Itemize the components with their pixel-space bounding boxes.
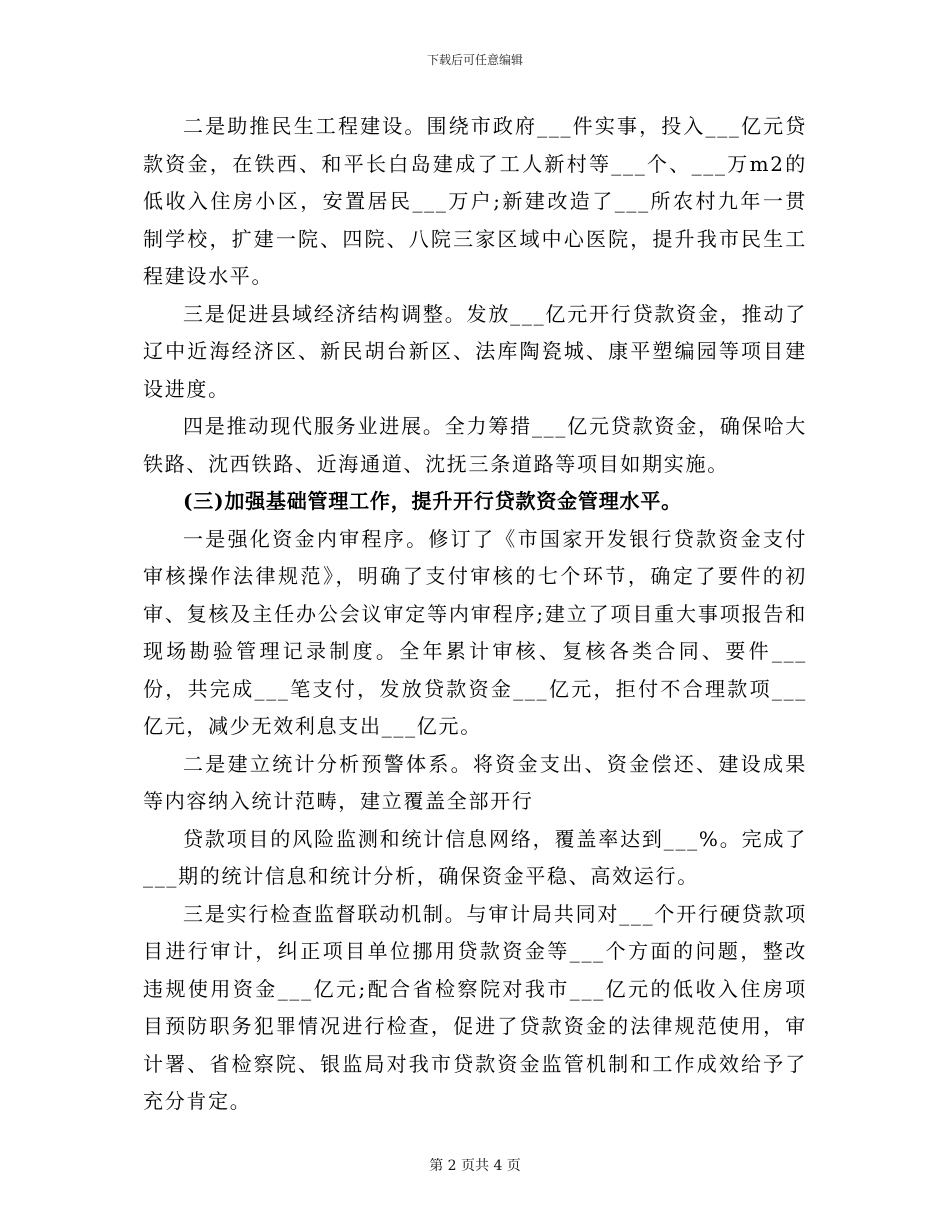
page-header: 下载后可任意编辑 (426, 53, 523, 67)
paragraph-risk-monitoring: 贷款项目的风险监测和统计信息网络，覆盖率达到___%。完成了___期的统计信息和统计分析，确保资金平稳、高效运行。 (143, 826, 807, 888)
section-heading: (三)加强基础管理工作，提升开行贷款资金管理水平。 (183, 489, 682, 513)
document-body (143, 108, 807, 1121)
paragraph-livelihood-projects: 二是助推民生工程建设。围绕市政府___件实事，投入___亿元贷款资金，在铁西、和平长白岛建成了工人新村等___个、___万m2的低收入住房小区，安置居民___万户;新建改造了___所农村九年一贯制学校，扩建一院、四院、八院三家区域中心医院，提升我市民生工程建设水平。 (143, 114, 807, 288)
page-footer: 第 2 页共 4 页 (429, 1158, 521, 1174)
paragraph-statistics-warning: 二是建立统计分析预警体系。将资金支出、资金偿还、建设成果等内容纳入统计范畴，建立覆盖全部开行 (143, 751, 807, 813)
paragraph-modern-services: 四是推动现代服务业进展。全力筹措___亿元贷款资金，确保哈大铁路、沈西铁路、近海通道、沈抚三条道路等项目如期实施。 (143, 414, 807, 476)
paragraph-inspection-supervision: 三是实行检查监督联动机制。与审计局共同对___个开行硬贷款项目进行审计，纠正项目单位挪用贷款资金等___个方面的问题，整改违规使用资金___亿元;配合省检察院对我市___亿元的低收入住房项目预防职务犯罪情况进行检查，促进了贷款资金的法律规范使用，审计署、省检察院、银监局对我市贷款资金监管机制和工作成效给予了充分肯定。 (143, 901, 807, 1113)
paragraph-county-economy: 三是促进县域经济结构调整。发放___亿元开行贷款资金，推动了辽中近海经济区、新民胡台新区、法库陶瓷城、康平塑编园等项目建设进度。 (143, 301, 807, 401)
paragraph-internal-audit: 一是强化资金内审程序。修订了《市国家开发银行贷款资金支付审核操作法律规范》，明确了支付审核的七个环节，确定了要件的初审、复核及主任办公会议审定等内审程序;建立了项目重大事项报告和现场勘验管理记录制度。全年累计审核、复核各类合同、要件___份，共完成___笔支付，发放贷款资金___亿元，拒付不合理款项___亿元，减少无效利息支出___亿元。 (143, 526, 807, 738)
